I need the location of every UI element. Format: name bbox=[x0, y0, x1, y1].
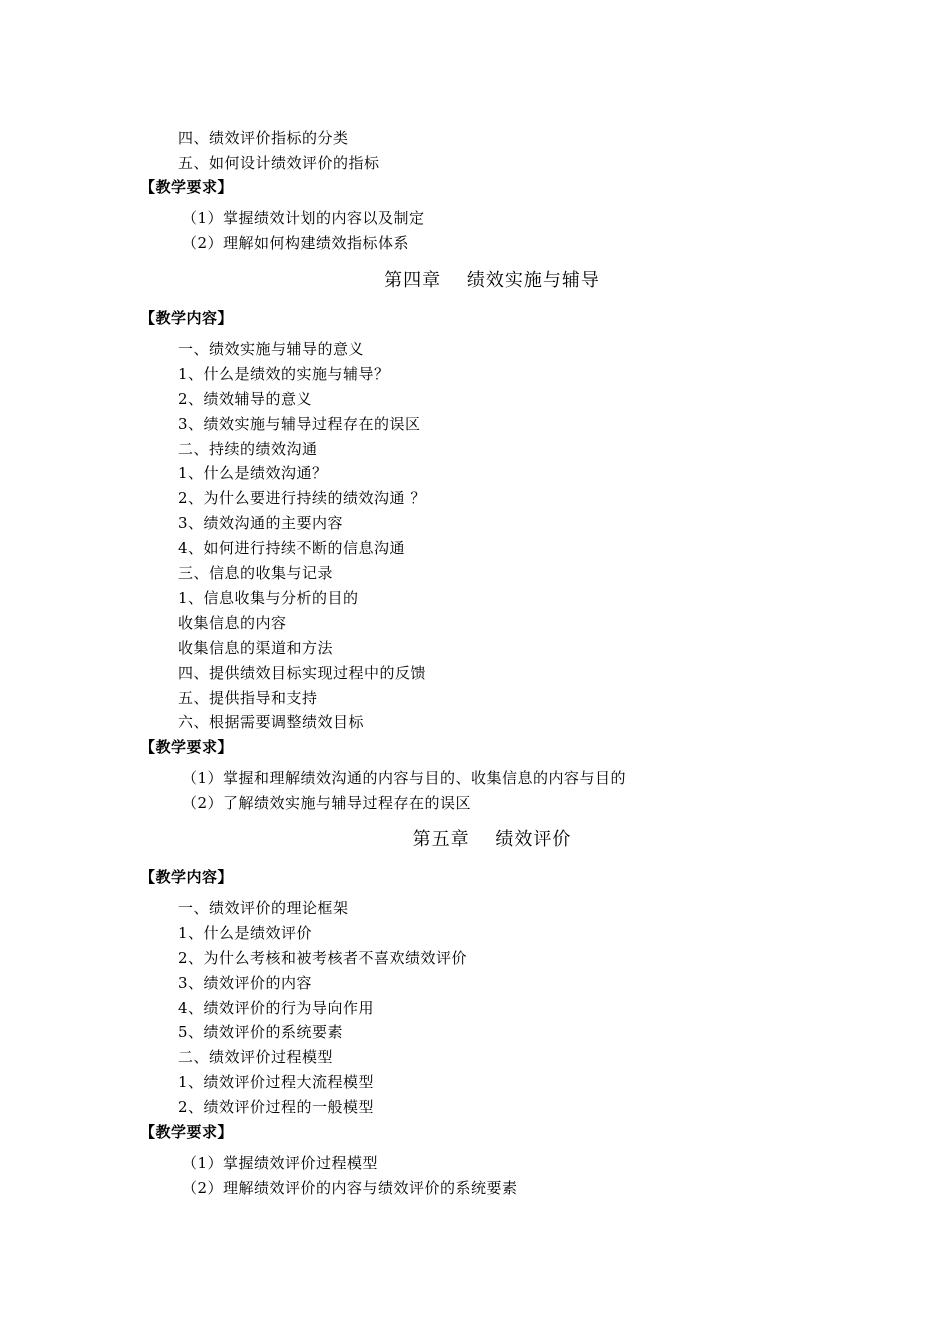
requirement-item: （1）掌握绩效评价过程模型 bbox=[182, 1154, 379, 1172]
requirement-item: （2）了解绩效实施与辅导过程存在的误区 bbox=[182, 794, 472, 812]
list-item: 4、绩效评价的行为导向作用 bbox=[178, 999, 375, 1017]
requirement-item: （2）理解如何构建绩效指标体系 bbox=[182, 234, 410, 252]
list-item: 3、绩效评价的内容 bbox=[178, 974, 313, 992]
list-item: 1、什么是绩效评价 bbox=[178, 924, 313, 942]
list-item: 1、绩效评价过程大流程模型 bbox=[178, 1073, 375, 1091]
list-item: 一、绩效评价的理论框架 bbox=[178, 899, 349, 917]
list-item: 2、为什么考核和被考核者不喜欢绩效评价 bbox=[178, 949, 468, 967]
chapter-title: 第五章 绩效评价 bbox=[412, 829, 572, 850]
list-item: 2、绩效评价过程的一般模型 bbox=[178, 1098, 375, 1116]
section-header-requirements: 【教学要求】 bbox=[140, 1123, 234, 1141]
list-item: 二、持续的绩效沟通 bbox=[178, 440, 318, 458]
requirement-item: （1）掌握和理解绩效沟通的内容与目的、收集信息的内容与目的 bbox=[182, 769, 627, 787]
list-item: 2、绩效辅导的意义 bbox=[178, 390, 313, 408]
list-item: 4、如何进行持续不断的信息沟通 bbox=[178, 539, 406, 557]
list-item: 3、绩效实施与辅导过程存在的误区 bbox=[178, 415, 421, 433]
list-item: 收集信息的内容 bbox=[178, 614, 287, 632]
list-item: 二、绩效评价过程模型 bbox=[178, 1048, 334, 1066]
list-item: 四、绩效评价指标的分类 bbox=[178, 129, 349, 147]
section-header-requirements: 【教学要求】 bbox=[140, 178, 234, 196]
list-item: 2、为什么要进行持续的绩效沟通 ？ bbox=[178, 489, 426, 507]
list-item: 1、什么是绩效的实施与辅导？ bbox=[178, 365, 390, 383]
list-item: 四、提供绩效目标实现过程中的反馈 bbox=[178, 664, 427, 682]
list-item: 1、信息收集与分析的目的 bbox=[178, 589, 359, 607]
section-header-content: 【教学内容】 bbox=[140, 868, 234, 886]
list-item: 一、绩效实施与辅导的意义 bbox=[178, 340, 365, 358]
chapter-title: 第四章 绩效实施与辅导 bbox=[384, 270, 600, 291]
requirement-item: （2）理解绩效评价的内容与绩效评价的系统要素 bbox=[182, 1179, 518, 1197]
list-item: 五、如何设计绩效评价的指标 bbox=[178, 154, 380, 172]
list-item: 3、绩效沟通的主要内容 bbox=[178, 514, 344, 532]
list-item: 三、信息的收集与记录 bbox=[178, 564, 334, 582]
requirement-item: （1）掌握绩效计划的内容以及制定 bbox=[182, 209, 425, 227]
list-item: 五、提供指导和支持 bbox=[178, 689, 318, 707]
section-header-content: 【教学内容】 bbox=[140, 309, 234, 327]
list-item: 收集信息的渠道和方法 bbox=[178, 639, 334, 657]
list-item: 1、什么是绩效沟通？ bbox=[178, 464, 328, 482]
list-item: 5、绩效评价的系统要素 bbox=[178, 1023, 344, 1041]
section-header-requirements: 【教学要求】 bbox=[140, 738, 234, 756]
list-item: 六、根据需要调整绩效目标 bbox=[178, 713, 365, 731]
